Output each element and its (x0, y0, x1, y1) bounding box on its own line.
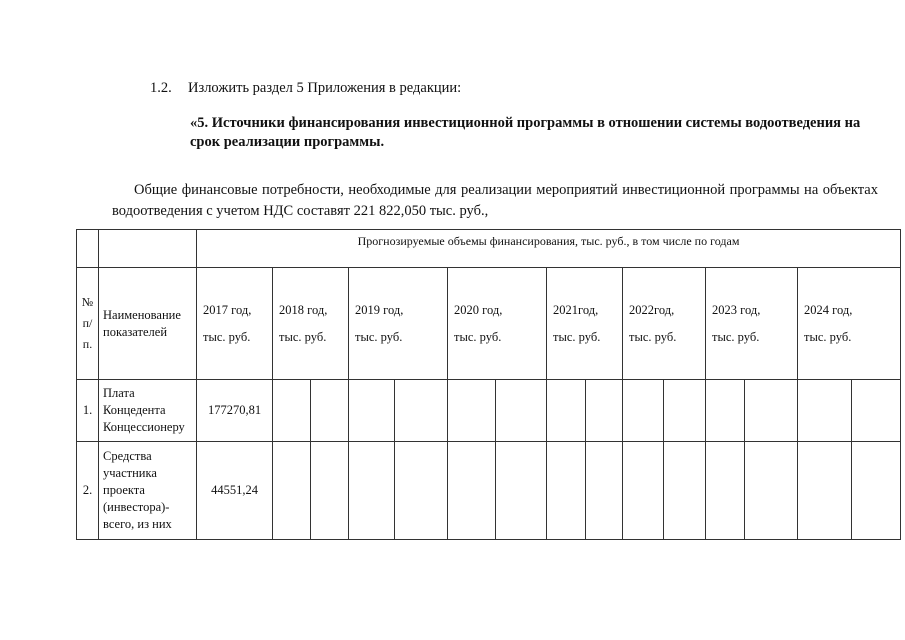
col-number-header-line: п. (82, 337, 93, 351)
value-2017: 177270,81 (197, 380, 273, 442)
year-unit: тыс. руб. (355, 329, 403, 344)
empty-cell (448, 442, 496, 540)
empty-cell (448, 380, 496, 442)
empty-cell (706, 442, 745, 540)
empty-cell (547, 380, 586, 442)
empty-cell (586, 380, 623, 442)
year-header-2018 (273, 268, 349, 380)
section-heading: «5. Источники финансирования инвестиционной программы в отношении системы водоотведения на срок реализации программы. (190, 115, 861, 150)
value-2017: 44551,24 (197, 442, 273, 540)
empty-cell (349, 380, 395, 442)
year-header-2021 (547, 268, 623, 380)
col-number-header-line: п/ (82, 316, 93, 330)
year-unit: тыс. руб. (712, 329, 760, 344)
empty-cell (706, 380, 745, 442)
year-label: 2021год, (553, 302, 599, 317)
empty-cell (496, 380, 547, 442)
year-header-2022 (623, 268, 706, 380)
year-header-2019 (349, 268, 448, 380)
empty-cell (547, 442, 586, 540)
empty-cell (745, 380, 798, 442)
year-label: 2020 год, (454, 302, 503, 317)
year-header-2020 (448, 268, 547, 380)
year-label: 2018 год, (279, 302, 328, 317)
empty-cell (496, 442, 547, 540)
year-label: 2022год, (629, 302, 675, 317)
empty-cell (623, 442, 664, 540)
year-label: 2019 год, (355, 302, 404, 317)
empty-cell (852, 380, 901, 442)
col-number-header (77, 268, 99, 380)
empty-cell (586, 442, 623, 540)
empty-cell (623, 380, 664, 442)
clause-number: 1.2. (150, 80, 172, 96)
empty-cell (798, 442, 852, 540)
year-unit: тыс. руб. (279, 329, 327, 344)
year-header-2023 (706, 268, 798, 380)
table-row (77, 380, 901, 442)
empty-cell (798, 380, 852, 442)
empty-cell (99, 230, 197, 268)
empty-cell (745, 442, 798, 540)
year-unit: тыс. руб. (553, 329, 601, 344)
year-label: 2024 год, (804, 302, 853, 317)
year-header-2024 (798, 268, 901, 380)
empty-cell (664, 380, 706, 442)
financing-table (76, 229, 901, 540)
table-caption: Прогнозируемые объемы финансирования, тыс. руб., в том числе по годам (197, 230, 901, 268)
year-label: 2017 год, (203, 302, 252, 317)
year-header-2017 (197, 268, 273, 380)
empty-cell (273, 380, 311, 442)
empty-cell (77, 230, 99, 268)
row-number: 1. (77, 380, 99, 442)
empty-cell (311, 380, 349, 442)
financing-paragraph: Общие финансовые потребности, необходимые для реализации мероприятий инвестиционной программы на объектах водоотведения с учетом НДС составят 221 822,050 тыс. руб., (112, 182, 878, 219)
clause-1-2 (150, 80, 461, 97)
table-header-row (77, 268, 901, 380)
empty-cell (664, 442, 706, 540)
empty-cell (395, 442, 448, 540)
empty-cell (273, 442, 311, 540)
empty-cell (349, 442, 395, 540)
year-unit: тыс. руб. (454, 329, 502, 344)
table-caption-row (77, 230, 901, 268)
empty-cell (395, 380, 448, 442)
row-name: Средства участника проекта (инвестора)- всего, из них (99, 442, 197, 540)
year-unit: тыс. руб. (203, 329, 251, 344)
year-unit: тыс. руб. (804, 329, 852, 344)
year-unit: тыс. руб. (629, 329, 677, 344)
empty-cell (311, 442, 349, 540)
row-name: Плата Концедента Концессионеру (99, 380, 197, 442)
col-number-header-line: № (81, 295, 94, 309)
empty-cell (852, 442, 901, 540)
year-label: 2023 год, (712, 302, 761, 317)
table-row (77, 442, 901, 540)
row-number: 2. (77, 442, 99, 540)
col-name-header: Наименование показателей (99, 268, 197, 380)
clause-text: Изложить раздел 5 Приложения в редакции: (188, 80, 462, 96)
